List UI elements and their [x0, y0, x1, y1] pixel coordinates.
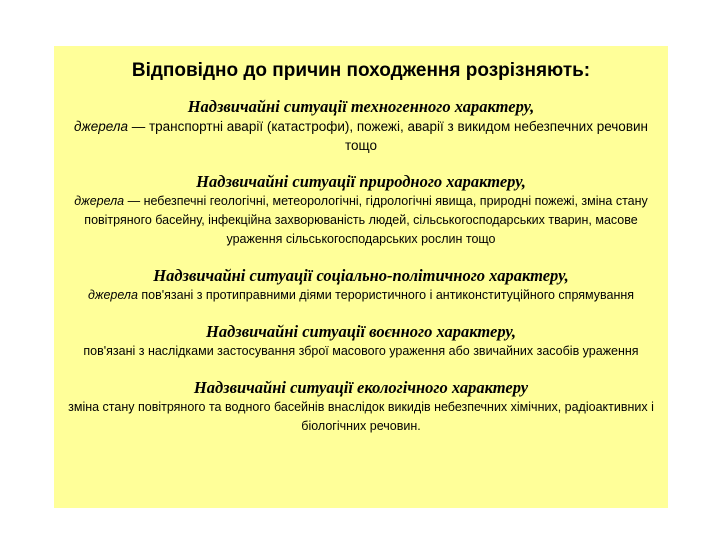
content-box: [54, 46, 668, 508]
section-body: [64, 117, 658, 155]
section-title: Надзвичайні ситуації воєнного характеру,: [206, 322, 516, 341]
section-technogenic: [64, 96, 658, 155]
section-military: [64, 321, 658, 361]
section-text: зміна стану повітряного та водного басейнів внаслідок викидів небезпечних хімічних, радіоактивних і біологічних речовин.: [68, 400, 654, 433]
section-ecological: [64, 377, 658, 436]
section-body: [64, 342, 658, 361]
section-body: [64, 398, 658, 436]
section-text: пов'язані з наслідками застосування зброї масового ураження або звичайних засобів ураження: [83, 344, 639, 358]
section-natural: [64, 171, 658, 249]
section-title: Надзвичайні ситуації екологічного характеру: [193, 378, 529, 397]
page-title: Відповідно до причин походження розрізняють:: [131, 60, 591, 81]
section-title: Надзвичайні ситуації соціально-політичного характеру,: [153, 266, 569, 285]
section-socio-political: [64, 265, 658, 305]
section-body: [64, 192, 658, 249]
section-title: Надзвичайні ситуації природного характеру,: [196, 172, 526, 191]
section-text: — небезпечні геологічні, метеорологічні, гідрологічні явища, природні пожежі, зміна стану повітряного басейну, інфекційна захворюваність людей, сільськогосподарських тварин, масове ураження сільськогосподарських рослин тощо: [84, 194, 648, 246]
source-label: джерела: [74, 194, 125, 208]
source-label: джерела: [87, 288, 138, 302]
section-text: — транспортні аварії (катастрофи), пожежі, аварії з викидом небезпечних речовин тощо: [127, 119, 648, 153]
section-title: Надзвичайні ситуації техногенного характеру,: [187, 97, 535, 116]
section-body: [64, 286, 658, 305]
source-label: джерела: [74, 119, 128, 134]
section-text: пов'язані з протиправними діями терористичного і антиконституційного спрямування: [137, 288, 635, 302]
